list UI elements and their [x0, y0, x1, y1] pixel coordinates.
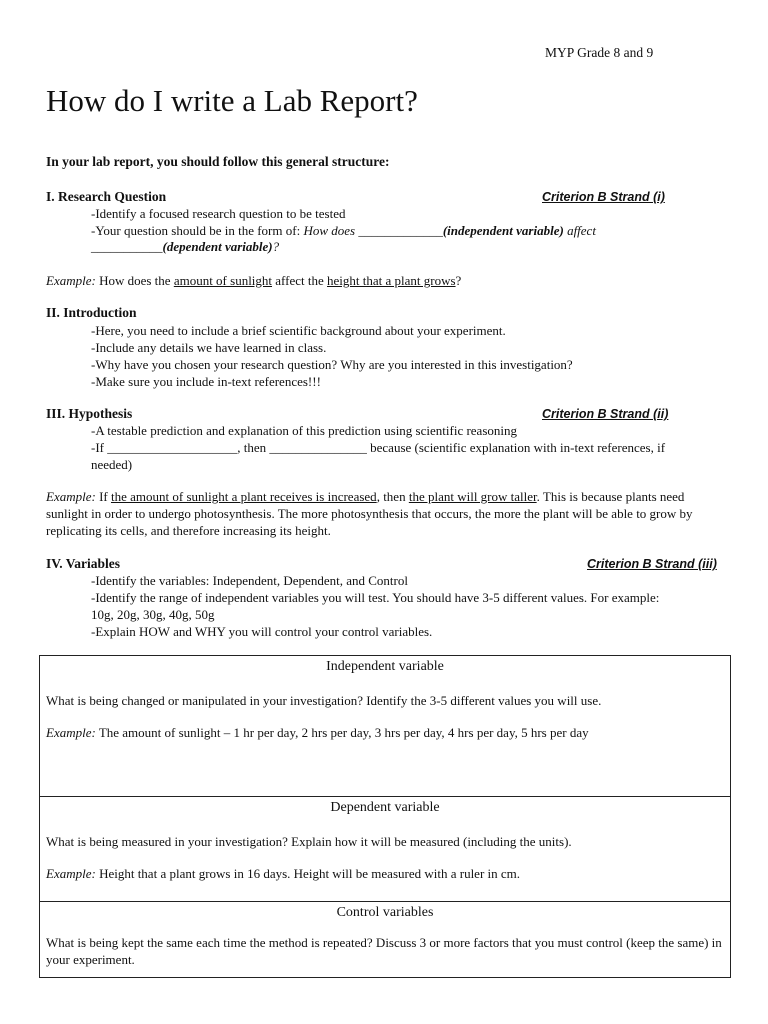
research-line-2-affect: affect [563, 223, 596, 238]
variables-line-4: -Explain HOW and WHY you will control your control variables. [91, 624, 433, 639]
research-line-2-independent: (independent variable) [442, 223, 564, 238]
hypothesis-blank-1: ____________________ [107, 440, 238, 455]
hypothesis-example-label: Example: [46, 489, 96, 504]
control-variables-question: What is being kept the same each time the method is repeated? Discuss 3 or more factors that you must control (keep the same) in your experiment. [46, 935, 722, 967]
variables-criterion: Criterion B Strand (iii) [587, 557, 717, 571]
research-example-underline-1: amount of sunlight [173, 273, 273, 288]
hypothesis-example-underline-1: the amount of sunlight a plant receives is increased [110, 489, 377, 504]
introduction-line-2: -Include any details we have learned in class. [91, 340, 327, 355]
hypothesis-criterion: Criterion B Strand (ii) [542, 407, 669, 421]
variables-line-3: 10g, 20g, 30g, 40g, 50g [91, 607, 215, 622]
control-variables-box [39, 901, 731, 978]
research-line-3-end: ? [272, 239, 280, 254]
research-line-3-blank: ___________ [91, 239, 163, 254]
hypothesis-example-b: , then [376, 489, 409, 504]
dependent-example-label: Example: [46, 866, 96, 881]
research-line-2-blank: _____________ [358, 223, 443, 238]
research-line-3-dependent: (dependent variable) [162, 239, 273, 254]
research-line-3 [91, 238, 279, 255]
introduction-heading: II. Introduction [46, 305, 137, 320]
intro-text: In your lab report, you should follow this general structure: [46, 154, 390, 169]
research-example-label: Example: [46, 273, 96, 288]
variables-line-2: -Identify the range of independent variables you will test. You should have 3-5 different values. For example: [91, 590, 660, 605]
hypothesis-line-2c: because (scientific explanation with in-text references, if [366, 440, 666, 455]
variables-line-1: -Identify the variables: Independent, Dependent, and Control [91, 573, 408, 588]
independent-variable-box [39, 655, 731, 797]
hypothesis-blank-2: _______________ [269, 440, 367, 455]
hypothesis-example [46, 488, 716, 539]
hypothesis-line-1: -A testable prediction and explanation of this prediction using scientific reasoning [91, 423, 517, 438]
hypothesis-example-c: . This is because plants need sunlight in order to undergo photosynthesis. The more photosynthesis that occurs, the more the plant will be able to grow by replicating its cells, and therefore increasing its height. [46, 489, 693, 538]
introduction-line-3: -Why have you chosen your research question? Why are you interested in this investigation? [91, 357, 573, 372]
hypothesis-line-2a: -If [91, 440, 108, 455]
dependent-variable-question: What is being measured in your investigation? Explain how it will be measured (including the units). [46, 834, 572, 849]
hypothesis-example-a: If [95, 489, 111, 504]
research-example-underline-2: height that a plant grows [327, 273, 456, 288]
research-line-2-text: -Your question should be in the form of: [91, 223, 304, 238]
dependent-variable-example [46, 865, 724, 882]
dependent-example-text: Height that a plant grows in 16 days. Height will be measured with a ruler in cm. [95, 866, 521, 881]
independent-variable-example [46, 724, 724, 741]
page-title: How do I write a Lab Report? [46, 83, 418, 118]
research-line-2-italic: How does [303, 223, 359, 238]
research-example-a: How does the [95, 273, 174, 288]
independent-example-label: Example: [46, 725, 96, 740]
research-question-heading: I. Research Question [46, 189, 167, 204]
research-example [46, 272, 716, 289]
hypothesis-example-underline-2: the plant will grow taller [408, 489, 537, 504]
hypothesis-line-2b: , then [237, 440, 270, 455]
research-line-2 [91, 222, 596, 239]
independent-variable-question: What is being changed or manipulated in your investigation? Identify the 3-5 different values you will use. [46, 693, 602, 708]
introduction-line-4: -Make sure you include in-text references!!! [91, 374, 321, 389]
hypothesis-line-2 [91, 439, 665, 456]
independent-example-text: The amount of sunlight – 1 hr per day, 2 hrs per day, 3 hrs per day, 4 hrs per day, 5 hrs per day [95, 725, 589, 740]
research-example-b: affect the [272, 273, 328, 288]
dependent-variable-title: Dependent variable [330, 800, 440, 815]
hypothesis-line-3: needed) [91, 457, 133, 472]
grade-label: MYP Grade 8 and 9 [545, 45, 654, 60]
variables-heading: IV. Variables [46, 556, 121, 571]
introduction-line-1: -Here, you need to include a brief scientific background about your experiment. [91, 323, 506, 338]
research-example-c: ? [455, 273, 462, 288]
independent-variable-title: Independent variable [326, 659, 444, 674]
hypothesis-heading: III. Hypothesis [46, 406, 133, 421]
dependent-variable-box [39, 796, 731, 902]
research-line-1: -Identify a focused research question to be tested [91, 206, 346, 221]
control-variables-title: Control variables [336, 905, 434, 920]
research-criterion: Criterion B Strand (i) [542, 190, 665, 204]
